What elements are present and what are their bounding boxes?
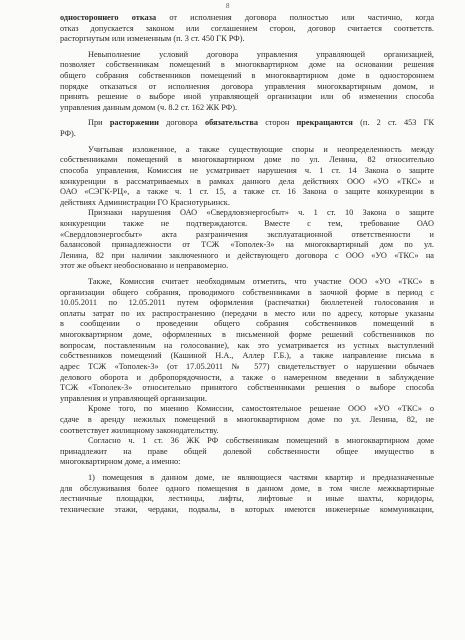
page-number: 8 [226,2,230,10]
text-line: 10.05.2011 по 12.05.2011 путем оформления (распечатки) бюллетеней голосования и [60,298,434,308]
text-line: Также, Комиссия считает необходимым отметить, что участие ООО «УО «ТКС» в [88,277,434,287]
text-line: делового оборота и добропорядочности, а также о намеренном введении в заблуждение [60,372,434,382]
text-line: Кроме того, по мнению Комиссии, самостоятельное решение ООО «УО «ТКС» о [88,404,434,414]
text-line: соответствует жилищному законодательству. [60,425,219,435]
text-line: РФ). [60,129,76,139]
text-line: отказ допускается законом или соглашением сторон, договор считается соответств. [60,23,434,33]
text-line: управления и управляющей организации. [60,393,207,403]
text-line: Учитывая изложенное, а также существующие споры и неопределенность между [88,144,434,154]
text-line: расторгнутым или измененным (п. 3 ст. 450 ГК РФ). [60,34,245,44]
text-line: оплаты затрат по их распространению (передачи в место или по адресу, которые указаны [60,308,434,318]
text-line: 1) помещения в данном доме, не являющиеся частями квартир и предназначенные [88,472,434,482]
text-line: Ленина, 82 при наличии заключенного и действующего договора с ООО «УО «ТКС» на [60,250,434,260]
text-line: позволяет собственникам помещений в многоквартирном доме на основании решения [60,60,434,70]
text-line: управления данным домом (ч. 8.2 ст. 162 ЖК РФ). [60,102,238,112]
text-line: действиях Администрации ГО Краснотурьинск. [60,197,230,207]
text-line: лестничные площадки, лестницы, лифты, лифтовые и иные шахты, коридоры, [60,494,434,504]
text-line: принять решение о выборе иной управляющей организации или об изменении способа [60,92,434,102]
text-line: вопросам, поставленным на голосование), как это усматривается из устных выступлений [60,340,434,350]
text-line: порядке отказаться от исполнения договора управления многоквартирным домом, и [60,81,434,91]
text-line: в сообщении о проведении общего собрания собственников помещений в [60,319,434,329]
document-body [60,13,434,515]
text-line: многоквартирном доме, а именно: [60,457,181,467]
text-line: многоквартирном доме, оформленных в письменной форме решений собственников по [60,330,434,340]
text-line: ТСЖ «Тополек-3» относительно принятого собственниками решения о выборе способа [60,383,434,393]
text-line: общего собрания собственников помещений в многоквартирном доме в одностороннем [60,71,434,81]
text-line: конкуренции в рассматриваемых в рамках данного дела действиях ООО «УО «ТКС» и [60,176,434,186]
text-line: Невыполнение условий договора управления управляющей организацией, [88,49,434,59]
text-line: собственников помещений (Кашиной Н.А., Аллер Г.Б.), а также направление письма в [60,351,434,361]
text-line: способа управления, Комиссия не усматривает нарушения ч. 1 ст. 14 Закона о защите [60,165,434,175]
text-line: Признаки нарушения ОАО «Свердловэнергосбыт» ч. 1 ст. 10 Закона о защите [88,208,434,218]
text-line: технические этажи, чердаки, подвалы, в которых имеются инженерные коммуникации, [60,504,434,514]
text-line: этот же объект необоснованно и неправомерно. [60,261,229,271]
text-line: принадлежит на праве общей долевой собственности общее имущество в [60,446,434,456]
text-line: сдаче в аренду нежилых помещений в многоквартирном доме по ул. Ленина, 82, не [60,414,434,424]
text-line: «Свердловэнергосбыт» акта разграничения эксплуатационной ответственности и [60,229,434,239]
text-line: ОАО «СЭГК-РЦ», а также ч. 1 ст. 15, а также ст. 16 Закона о защите конкуренции в [60,187,434,197]
text-line: одностороннего отказа от исполнения договора полностью или частично, когда [60,13,434,22]
text-line: При расторжении договора обязательства сторон прекращаются (п. 2 ст. 453 ГК [88,118,434,128]
text-line: балансовой принадлежности от ТСЖ «Тополек-3» на многоквартирный дом по ул. [60,240,434,250]
text-line: Согласно ч. 1 ст. 36 ЖК РФ собственникам помещений в многоквартирном доме [88,436,434,446]
text-line: для обслуживания более одного помещения в данном доме, в том числе межквартирные [60,483,434,493]
text-line: собственниками помещений в многоквартирном доме по ул. Ленина, 82 относительно [60,155,434,165]
text-line: организации общего собрания, проводимого собственниками в заочной форме в период с [60,287,434,297]
text-line: адрес ТСЖ «Тополек-3» (от 17.05.2011 № 577) свидетельствует о нарушении обычаев [60,361,434,371]
text-line: конкуренции также не подтверждаются. Вместе с тем, требование ОАО [60,218,434,228]
